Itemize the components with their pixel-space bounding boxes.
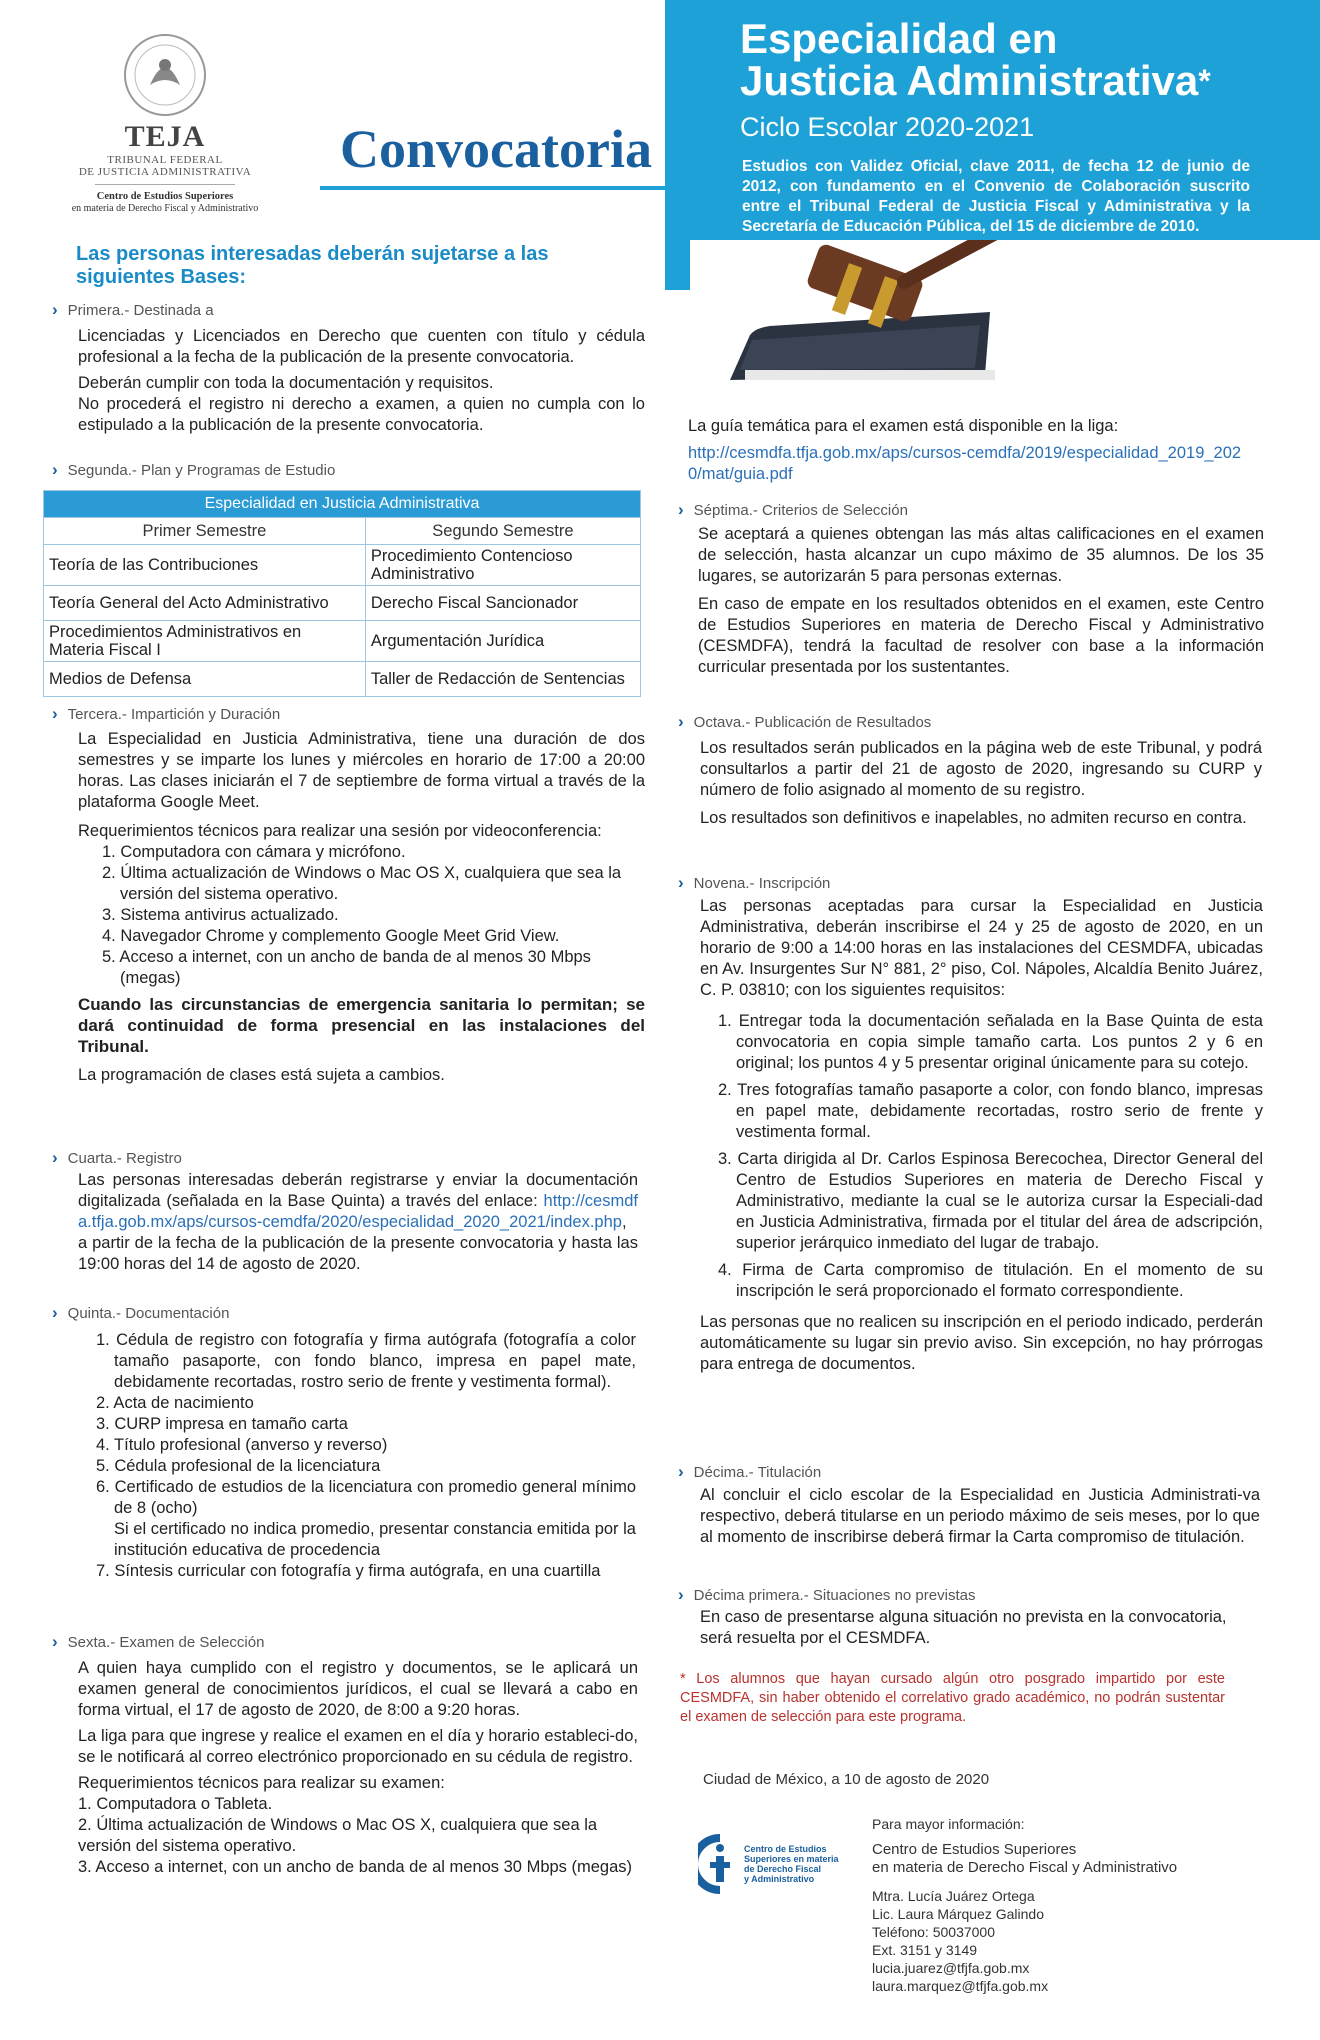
cesmdfa-icon: [698, 1834, 738, 1894]
chevron-right-icon: ›: [52, 1303, 58, 1322]
table-title: Especialidad en Justicia Administrativa: [44, 491, 641, 518]
list-item: 3. CURP impresa en tamaño carta: [96, 1415, 348, 1433]
email-link[interactable]: laura.marquez@tfjfa.gob.mx: [872, 1978, 1049, 1994]
ciclo-escolar: Ciclo Escolar 2020-2021: [740, 112, 1035, 142]
chevron-right-icon: ›: [678, 1462, 684, 1481]
septima-text: Se aceptará a quienes obtengan las más altas calificaciones en el examen de selección, hasta alcanzar un cupo máximo de 35 alumnos. De los 35 lugares, se autorizarán 5 para personas externas. En caso de empate en los resultados obtenidos en el examen, este Centro de Estudios Superiores en materia de Derecho Fiscal y Administrativo (CESMDFA), tendrá la facultad de resolver con base a la información curricular presentada por los sustentantes.: [698, 525, 1264, 676]
sexta-text: A quien haya cumplido con el registro y documentos, se le aplicará un examen general de conocimientos jurídicos, el cual se llevará a cabo en forma virtual, el 17 de agosto de 2020, de 8:00 a 9:20 horas. La liga para que ingrese y realice el examen en el día y horario estableci-do, se le notificará al correo electrónico proporcionado en su cédula de registro. Requerimientos técnicos para realizar su examen: 1. Computadora o Tableta. 2. Última actualización de Windows o Mac OS X, cualquiera que sea la versión del sistema operativo. 3. Acceso a internet, con un ancho de banda de al menos 30 Mbps (megas): [78, 1659, 638, 1876]
col-header: Segundo Semestre: [365, 518, 640, 545]
list-item: 1. Computadora o Tableta.: [78, 1795, 273, 1813]
list-item: 5. Acceso a internet, con un ancho de banda de al menos 30 Mbps (megas): [102, 948, 591, 987]
decima-text: Al concluir el ciclo escolar de la Especialidad en Justicia Administrati-va respectivo, deberá titularse en un periodo máximo de seis meses, por lo que al momento de inscribirse deberá firmar la Carta compromiso de titulación.: [700, 1486, 1260, 1546]
list-item: 2. Última actualización de Windows o Mac OS X, cualquiera que sea la versión del sistema operativo.: [78, 1816, 598, 1855]
date-line: Ciudad de México, a 10 de agosto de 2020: [703, 1771, 990, 1788]
footnote: * Los alumnos que hayan cursado algún otro posgrado impartido por este CESMDFA, sin haber obtenido el correlativo grado académico, no podrán sustentar el examen de selección para este programa.: [680, 1671, 1225, 1725]
list-item: 2. Última actualización de Windows o Mac OS X, cualquiera que sea la versión del sistema operativo.: [102, 864, 622, 903]
coat-of-arms-icon: [120, 30, 210, 120]
table-row: Medios de Defensa Taller de Redacción de Sentencias: [44, 662, 641, 697]
section-septima: › Séptima.- Criterios de Selección: [678, 500, 908, 519]
list-item: 3. Sistema antivirus actualizado.: [102, 906, 339, 924]
section-decima: › Décima.- Titulación: [678, 1462, 822, 1481]
chevron-right-icon: ›: [678, 873, 684, 892]
section-primera: › Primera.- Destinada a: [52, 300, 214, 319]
list-item: 2. Acta de nacimiento: [96, 1394, 254, 1412]
chevron-right-icon: ›: [52, 1632, 58, 1651]
section-sexta: › Sexta.- Examen de Selección: [52, 1632, 265, 1651]
section-segunda: › Segunda.- Plan y Programas de Estudio: [52, 460, 336, 479]
list-item: 2. Tres fotografías tamaño pasaporte a color, con fondo blanco, impresas en papel mate, debidamente recortadas, rostro serio de frente y vestimenta formal.: [718, 1081, 1263, 1141]
list-item: 1. Cédula de registro con fotografía y firma autógrafa (fotografía a color tamaño pasaporte, con fondo blanco, impresa en papel mate, debidamente recortadas, rostro serio de frente y vestimenta formal).: [96, 1331, 636, 1391]
section-tercera: › Tercera.- Impartición y Duración: [52, 704, 281, 723]
guia-text: La guía temática para el examen está disponible en la liga: http://cesmdfa.tfja.gob.mx/aps/cursos-cemdfa/2019/especialidad_2019_2020/mat/guia.pdf: [688, 416, 1248, 485]
validez-description: Estudios con Validez Oficial, clave 2011, de fecha 12 de junio de 2012, con fundamento en el Convenio de Colaboración suscrito entre el Tribunal Federal de Justicia Fiscal y Administrativa y la Secretaría de Educación Pública, del 15 de diciembre de 2010.: [742, 158, 1250, 235]
list-item: 1. Entregar toda la documentación señalada en la Base Quinta de esta convocatoria en copia simple tamaño carta. Los puntos 2 y 6 en original; los puntos 4 y 5 presentar original únicamente para su cotejo.: [718, 1012, 1263, 1072]
list-item: 1. Computadora con cámara y micrófono.: [102, 843, 406, 861]
convocatoria-title: Convocatoria: [340, 119, 652, 179]
chevron-right-icon: ›: [678, 500, 684, 519]
justicia-line: DE JUSTICIA ADMINISTRATIVA: [78, 166, 252, 178]
list-item: 4. Título profesional (anverso y reverso): [96, 1436, 388, 1454]
gavel-image: [690, 240, 1320, 390]
materia-line: en materia de Derecho Fiscal y Administrativo: [71, 203, 259, 214]
table-row: Teoría General del Acto Administrativo Derecho Fiscal Sancionador: [44, 586, 641, 621]
list-item: 6. Certificado de estudios de la licenciatura con promedio general mínimo de 8 (ocho): [96, 1478, 636, 1517]
teja-logo: [55, 20, 275, 225]
list-item: 4. Firma de Carta compromiso de titulación. En el momento de su inscripción le será proporcionado el formato correspondiente.: [718, 1261, 1263, 1300]
cuarta-text: Las personas interesadas deberán registrarse y enviar la documentación digitalizada (señalada en la Base Quinta) a través del enlace: http://cesmdfa.tfja.gob.mx/aps/cursos-cemdfa/2020/especialidad_2020_2021/index.php, a partir de la fecha de la publicación de la presente convocatoria y hasta las 19:00 horas del 14 de agosto de 2020.: [78, 1171, 638, 1273]
list-item: Si el certificado no indica promedio, presentar constancia emitida por la institución educativa de procedencia: [114, 1520, 636, 1559]
plan-table: [43, 490, 641, 697]
section-quinta: › Quinta.- Documentación: [52, 1303, 230, 1322]
email-link[interactable]: lucia.juarez@tfjfa.gob.mx: [872, 1960, 1030, 1976]
section-decima-primera: › Décima primera.- Situaciones no previstas: [678, 1585, 976, 1604]
chevron-right-icon: ›: [52, 1148, 58, 1167]
chevron-right-icon: ›: [678, 712, 684, 731]
list-item: 3. Acceso a internet, con un ancho de banda de al menos 30 Mbps (megas): [78, 1858, 633, 1876]
list-item: 5. Cédula profesional de la licenciatura: [96, 1457, 381, 1475]
col-header: Primer Semestre: [44, 518, 366, 545]
octava-text: Los resultados serán publicados en la página web de este Tribunal, y podrá consultarlos a partir del 21 de agosto de 2020, ingresando su CURP y número de folio asignado al momento de su registro. Los resultados son definitivos e inapelables, no admiten recurso en contra.: [700, 739, 1262, 827]
chevron-right-icon: ›: [52, 300, 58, 319]
decima-primera-text: En caso de presentarse alguna situación no prevista en la convocatoria, será resuelta por el CESMDFA.: [700, 1608, 1227, 1647]
table-row: Procedimientos Administrativos en Materia Fiscal I Argumentación Jurídica: [44, 621, 641, 662]
novena-text: Las personas aceptadas para cursar la Especialidad en Justicia Administrativa, deberán inscribirse el 24 y 25 de agosto de 2020, en un horario de 9:00 a 14:00 horas en las instalaciones del CESMDFA, ubicadas en Av. Insurgentes Sur N° 881, 2° piso, Col. Nápoles, Alcaldía Benito Juárez, C. P. 03810; con los siguientes requisitos: 1. Entregar toda la documentación señalada en la Base Quinta de esta convocatoria en copia simple tamaño carta. Los puntos 2 y 6 en original; los puntos 4 y 5 presentar original únicamente para su cotejo. 2. Tres fotografías tamaño pasaporte a color, con fondo blanco, impresas en papel mate, debidamente recortadas, rostro serio de frente y vestimenta formal. 3. Carta dirigida al Dr. Carlos Espinosa Berecochea, Director General del Centro de Estudios Superiores en materia de Derecho Fiscal y Administrativo, mediante la cual se le autoriza cursar la Especiali-dad en Justicia Administrativa, firmada por el titular del área de adscripción, superior jerárquico inmediato del lugar de trabajo. 4. Firma de Carta compromiso de titulación. En el momento de su inscripción le será proporcionado el formato correspondiente. Las personas que no realicen su inscripción en el periodo indicado, perderán automáticamente su lugar sin previo aviso. Sin excepción, no hay prórrogas para entrega de documentos.: [700, 897, 1263, 1373]
section-octava: › Octava.- Publicación de Resultados: [678, 712, 932, 731]
teja-wordmark: TEJA: [124, 120, 206, 153]
list-item: 7. Síntesis curricular con fotografía y firma autógrafa, en una cuartilla: [96, 1562, 601, 1580]
centro-line: Centro de Estudios Superiores: [96, 191, 234, 202]
section-cuarta: › Cuarta.- Registro: [52, 1148, 182, 1167]
contact-block: Para mayor información: Centro de Estudios Superiores en materia de Derecho Fiscal y Administrativo Mtra. Lucía Juárez Ortega Lic. Laura Márquez Galindo Teléfono: 50037000 Ext. 3151 y 3149 lucia.juarez@tfjfa.gob.mx laura.marquez@tfjfa.gob.mx: [872, 1815, 1272, 1995]
registro-link[interactable]: http://cesmdfa.tfja.gob.mx/aps/cursos-cemdfa/2020/especialidad_2020_2021/index.php: [78, 1192, 638, 1231]
table-row: Teoría de las Contribuciones Procedimiento Contencioso Administrativo: [44, 545, 641, 586]
guia-link[interactable]: http://cesmdfa.tfja.gob.mx/aps/cursos-cemdfa/2019/especialidad_2019_2020/mat/guia.pdf: [688, 444, 1242, 483]
tribunal-line: TRIBUNAL FEDERAL: [107, 154, 223, 166]
list-item: 4. Navegador Chrome y complemento Google Meet Grid View.: [102, 927, 560, 945]
primera-text: Licenciadas y Licenciados en Derecho que cuenten con título y cédula profesional a la fecha de la publicación de la presente convocatoria. Deberán cumplir con toda la documentación y requisitos. No procederá el registro ni derecho a examen, a quien no cumpla con lo estipulado a la publicación de la presente convocatoria.: [78, 327, 645, 434]
cesmdfa-logo: Centro de Estudios Superiores en materia de Derecho Fiscal y Administrativo: [698, 1830, 858, 1900]
intro-heading: Las personas interesadas deberán sujetarse a las siguientes Bases:: [76, 243, 549, 288]
section-novena: › Novena.- Inscripción: [678, 873, 831, 892]
program-title: Especialidad en Justicia Administrativa*: [740, 15, 1211, 104]
list-item: 3. Carta dirigida al Dr. Carlos Espinosa Berecochea, Director General del Centro de Estudios Superiores en materia de Derecho Fiscal y Administrativo, mediante la cual se le autoriza cursar la Especiali-dad en Justicia Administrativa, firmada por el titular del área de adscripción, superior jerárquico inmediato del lugar de trabajo.: [718, 1150, 1263, 1252]
tercera-text: La Especialidad en Justicia Administrativa, tiene una duración de dos semestres y se imparte los lunes y miércoles en horario de 17:00 a 20:00 horas. Las clases iniciarán el 7 de septiembre de forma virtual a través de la plataforma Google Meet. Requerimientos técnicos para realizar una sesión por videoconferencia: 1. Computadora con cámara y micrófono. 2. Última actualización de Windows o Mac OS X, cualquiera que sea la versión del sistema operativo. 3. Sistema antivirus actualizado. 4. Navegador Chrome y complemento Google Meet Grid View. 5. Acceso a internet, con un ancho de banda de al menos 30 Mbps (megas) Cuando las circunstancias de emergencia sanitaria lo permitan; se dará continuidad de forma presencial en las instalaciones del Tribunal. La programación de clases está sujeta a cambios.: [78, 730, 645, 1084]
chevron-right-icon: ›: [52, 460, 58, 479]
chevron-right-icon: ›: [678, 1585, 684, 1604]
chevron-right-icon: ›: [52, 704, 58, 723]
quinta-list: [96, 1330, 636, 1582]
